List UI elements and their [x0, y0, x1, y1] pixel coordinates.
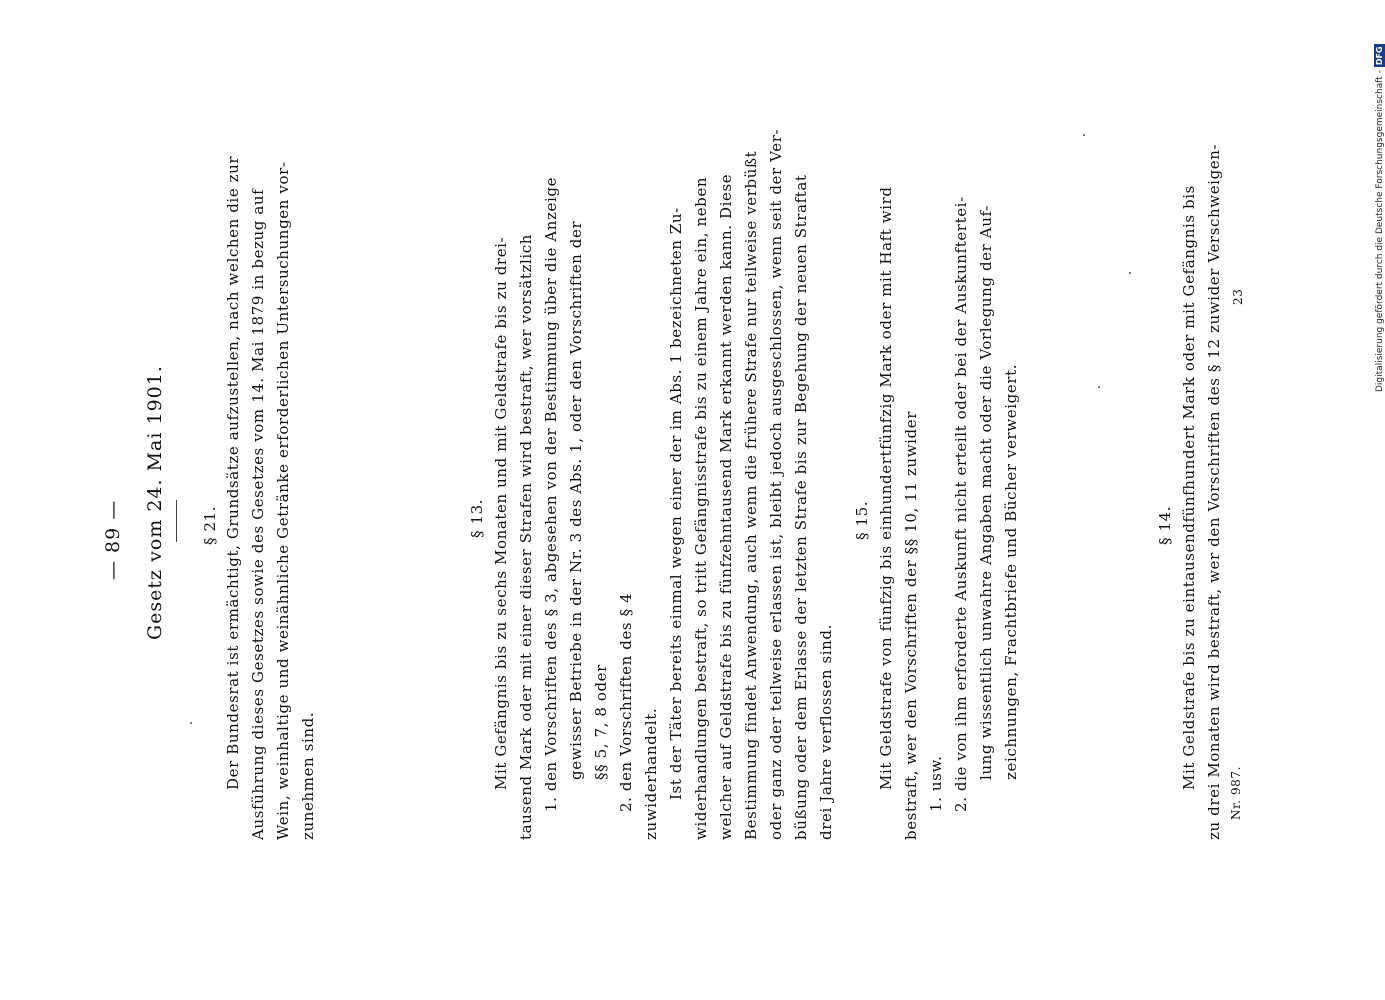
sec13-line: welcher auf Geldstrafe bis zu fünfzehntausend Mark erkannt werden kann. Diese	[717, 173, 735, 840]
dfg-logo: DFG	[1375, 46, 1384, 66]
sec13-line: oder ganz oder teilweise erlassen ist, bleibt jedoch ausgeschlossen, wenn seit der Ver-	[767, 128, 785, 840]
sec14-line: Mit Geldstrafe bis zu eintausendfünfhundert Mark oder mit Gefängnis bis	[1180, 185, 1198, 790]
sec13-heading: § 13.	[468, 498, 486, 538]
sec13-line: §§ 5, 7, 8 oder	[592, 664, 610, 780]
digitization-note	[1374, 44, 1385, 392]
sec13-line: büßung oder dem Erlasse der letzten Strafe bis zur Begehung der neuen Straftat	[792, 174, 810, 840]
sec13-line: Mit Gefängnis bis zu sechs Monaten und mit Geldstrafe bis zu drei-	[492, 236, 510, 790]
sec21-line: Wein, weinhaltige und weinähnliche Getränke erforderlichen Untersuchungen vor-	[274, 161, 292, 840]
sec21-line: zunehmen sind.	[299, 711, 317, 840]
page-number: — 89 —	[102, 499, 124, 580]
sec15-line: 2. die von ihm erforderte Auskunft nicht erteilt oder bei der Auskunftertei-	[952, 196, 970, 812]
scan-speck	[1129, 272, 1131, 274]
sec15-heading: § 15.	[853, 500, 871, 540]
digitization-text: Digitalisierung gefördert durch die Deutsche Forschungsgemeinschaft -	[1375, 70, 1385, 392]
sec13-line: 2. den Vorschriften des § 4	[617, 592, 635, 812]
sec13-line: zuwiderhandelt.	[642, 707, 660, 840]
sec13-line: drei Jahre verflossen sind.	[817, 624, 835, 840]
sec13-line: Ist der Täter bereits einmal wegen einer der im Abs. 1 bezeichneten Zu-	[667, 207, 685, 800]
sec14-line: zu drei Monaten wird bestraft, wer den Vorschriften des § 12 zuwider Verschweigen-	[1205, 143, 1223, 840]
sec15-line: 1. usw.	[927, 755, 945, 812]
sec15-line: zeichnungen, Frachtbriefe und Bücher verweigert.	[1002, 363, 1020, 780]
scan-speck	[1098, 386, 1100, 388]
sec21-heading: § 21.	[201, 505, 219, 545]
sec13-line: tausend Mark oder mit einer dieser Strafen wird bestraft, wer vorsätzlich	[517, 233, 535, 840]
footer-signature: 23	[1231, 288, 1245, 305]
title-rule	[176, 500, 177, 542]
sec14-heading: § 14.	[1156, 505, 1174, 545]
sec15-line: Mit Geldstrafe von fünfzig bis einhundertfünfzig Mark oder mit Haft wird	[877, 186, 895, 790]
sec13-line: Bestimmung findet Anwendung, auch wenn die frühere Strafe nur teilweise verbüßt	[742, 150, 760, 840]
sec13-line: widerhandlungen bestraft, so tritt Gefängnisstrafe bis zu einem Jahre ein, neben	[692, 176, 710, 840]
scan-speck	[1083, 134, 1085, 136]
page-title: Gesetz vom 24. Mai 1901.	[144, 365, 166, 640]
scan-speck	[190, 722, 192, 724]
sec21-line: Der Bundesrat ist ermächtigt, Grundsätze aufzustellen, nach welchen die zur	[224, 155, 242, 790]
sec15-line: bestraft, wer den Vorschriften der §§ 10, 11 zuwider	[902, 411, 920, 840]
sec13-line: gewisser Betriebe in der Nr. 3 des Abs. 1, oder den Vorschriften der	[567, 220, 585, 780]
sec13-line: 1. den Vorschriften des § 3, abgesehen von der Bestimmung über die Anzeige	[542, 176, 560, 812]
sec15-line: lung wissentlich unwahre Angaben macht oder die Vorlegung der Auf-	[977, 205, 995, 780]
sec21-line: Ausführung dieses Gesetzes sowie des Gesetzes vom 14. Mai 1879 in bezug auf	[249, 188, 267, 840]
footer-number: Nr. 987.	[1229, 765, 1243, 820]
